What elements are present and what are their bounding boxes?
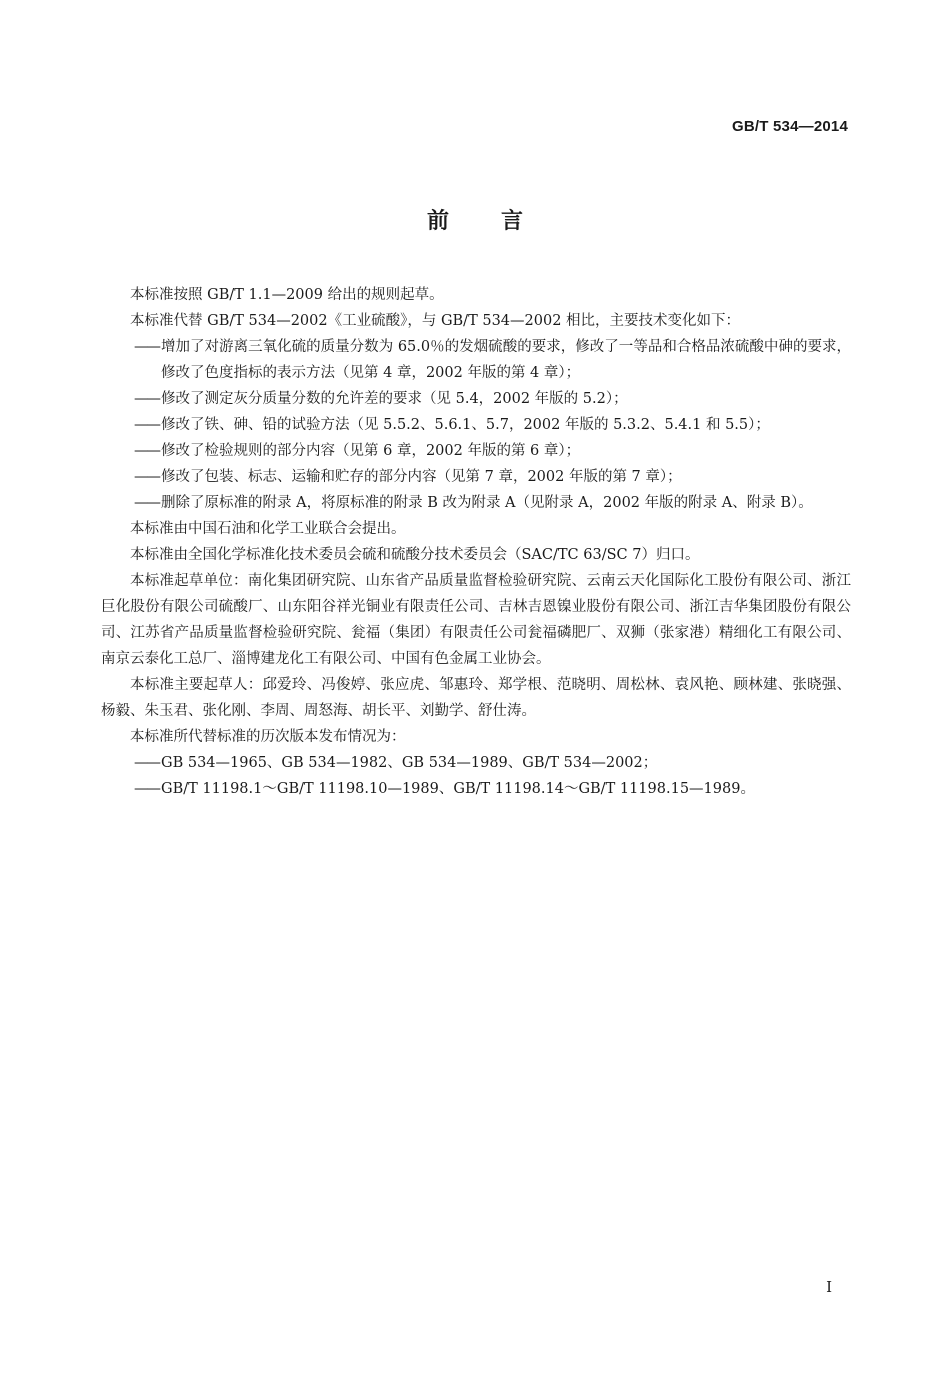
dash-marker: —— (134, 495, 159, 511)
dash-marker: —— (134, 443, 159, 459)
paragraph-history-intro: 本标准所代替标准的历次版本发布情况为： (130, 729, 406, 745)
paragraph-drafting-units: 本标准起草单位：南化集团研究院、山东省产品质量监督检验研究院、云南云天化国际化工股份有限公司、浙江巨化股份有限公司硫酸厂、山东阳谷祥光铜业有限责任公司、吉林吉恩镍业股份有限公司、浙江吉华集团股份有限公司、江苏省产品质量监督检验研究院、瓮福（集团）有限责任公司瓮福磷肥厂、双狮（张家港）精细化工有限公司、南京云泰化工总厂、淄博建龙化工有限公司、中国有色金属工业协会。 (101, 573, 851, 667)
change-item (101, 464, 851, 490)
change-item (101, 490, 851, 516)
dash-marker: —— (134, 339, 159, 355)
change-item (101, 412, 851, 438)
change-item (101, 334, 851, 386)
change-item-text: 修改了测定灰分质量分数的允许差的要求（见 5.4，2002 年版的 5.2）； (161, 391, 628, 407)
change-item (101, 438, 851, 464)
dash-marker: —— (134, 469, 159, 485)
change-item-text: 删除了原标准的附录 A，将原标准的附录 B 改为附录 A（见附录 A，2002 年版的附录 A、附录 B）。 (161, 495, 813, 511)
dash-marker: —— (134, 781, 159, 797)
dash-marker: —— (134, 391, 159, 407)
paragraph-administrator: 本标准由全国化学标准化技术委员会硫和硫酸分技术委员会（SAC/TC 63/SC 7）归口。 (130, 547, 700, 563)
standard-code: GB/T 534—2014 (732, 118, 848, 135)
history-item-text: GB 534—1965、GB 534—1982、GB 534—1989、GB/T 534—2002； (161, 755, 658, 771)
change-item-text: 修改了铁、砷、铅的试验方法（见 5.5.2、5.6.1、5.7，2002 年版的 5.3.2、5.4.1 和 5.5）； (161, 417, 770, 433)
dash-marker: —— (134, 417, 159, 433)
dash-marker: —— (134, 755, 159, 771)
paragraph-drafters: 本标准主要起草人：邱爱玲、冯俊婷、张应虎、邹惠玲、郑学根、范晓明、周松林、袁风艳、顾林建、张晓强、杨毅、朱玉君、张化刚、李周、周怒海、胡长平、刘勤学、舒仕涛。 (101, 677, 851, 719)
page-number: I (826, 1278, 832, 1296)
paragraph-proposer: 本标准由中国石油和化学工业联合会提出。 (130, 521, 406, 537)
paragraph-replaces: 本标准代替 GB/T 534—2002《工业硫酸》，与 GB/T 534—2002 相比，主要技术变化如下： (130, 313, 741, 329)
history-item (101, 750, 851, 776)
history-item-text: GB/T 11198.1～GB/T 11198.10—1989、GB/T 11198.14～GB/T 11198.15—1989。 (161, 781, 755, 797)
change-item-text: 修改了包装、标志、运输和贮存的部分内容（见第 7 章，2002 年版的第 7 章）； (161, 469, 682, 485)
paragraph-drafting-rules: 本标准按照 GB/T 1.1—2009 给出的规则起草。 (130, 287, 444, 303)
change-item (101, 386, 851, 412)
page-title: 前言 (426, 209, 575, 234)
change-item-text: 修改了检验规则的部分内容（见第 6 章，2002 年版的第 6 章）； (161, 443, 581, 459)
history-item (101, 776, 851, 802)
change-item-text: 增加了对游离三氧化硫的质量分数为 65.0％的发烟硫酸的要求，修改了一等品和合格品浓硫酸中砷的要求，修改了色度指标的表示方法（见第 4 章，2002 年版的第 4 章）； (161, 339, 851, 381)
foreword-body (101, 282, 851, 802)
